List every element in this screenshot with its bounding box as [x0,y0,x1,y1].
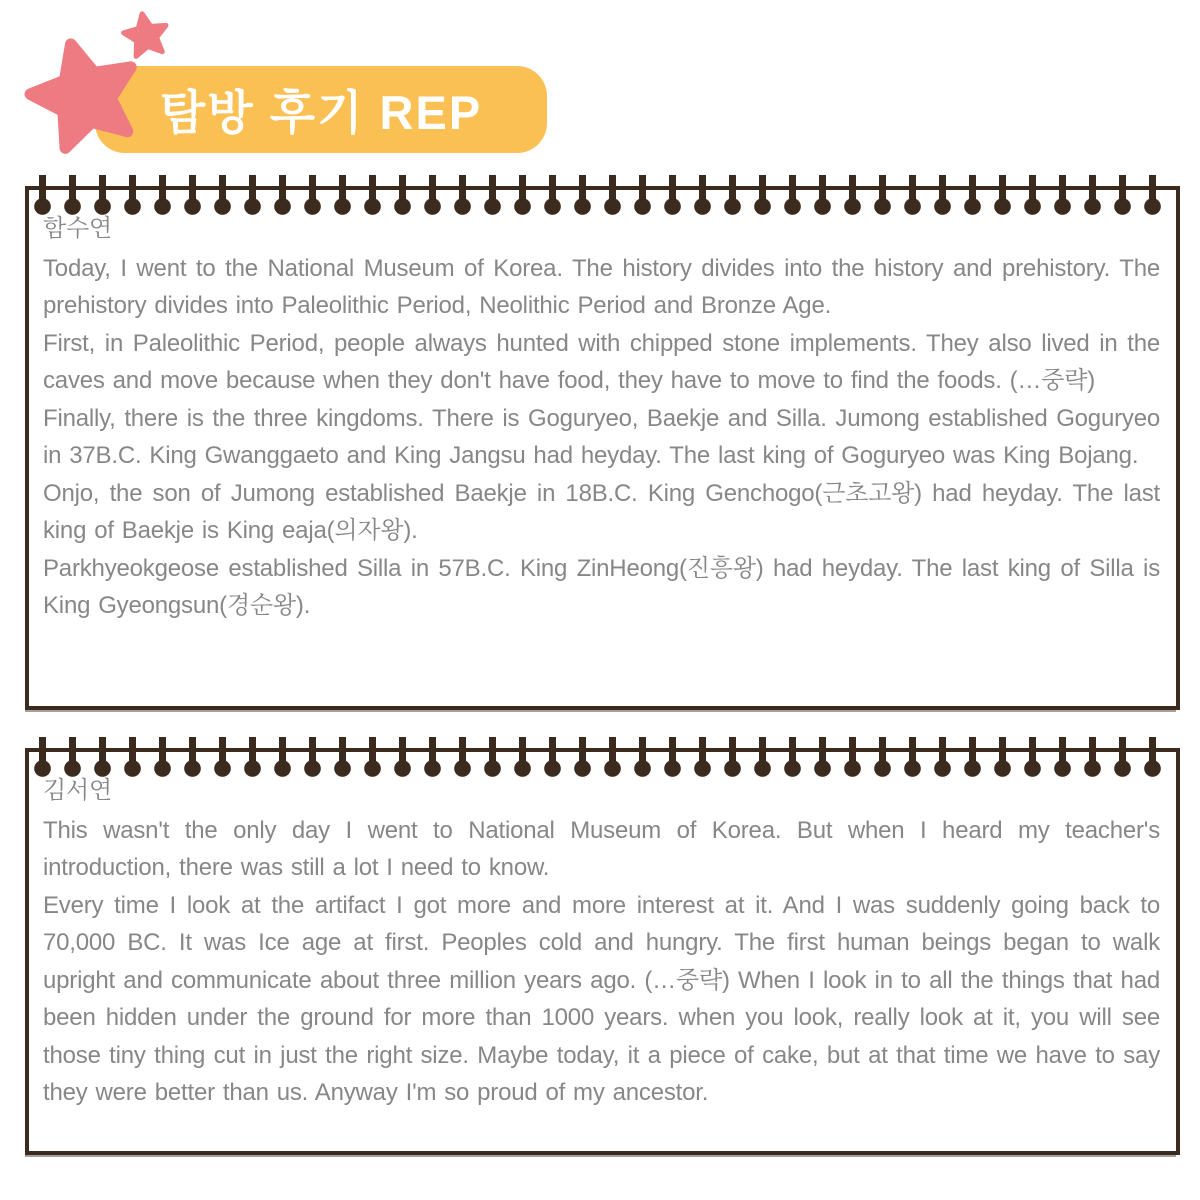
page-title: 탐방 후기 REP [159,86,483,139]
review-paragraph: First, in Paleolithic Period, people always hunted with chipped stone implements. They also lived in the caves and move because when they don't have food, they have to move to find the foods. (…중략) [43,329,1160,394]
review-paragraph: Today, I went to the National Museum of Korea. The history divides into the history and prehistory. The prehistory divides into Paleolithic Period, Neolithic Period and Bronze Age. [43,254,1160,319]
review-paragraph: Finally, there is the three kingdoms. There is Goguryeo, Baekje and Silla. Jumong established Goguryeo in 37B.C. King Gwanggaeto and King Jangsu had heyday. The last king of Goguryeo was King Bojang. [43,404,1160,469]
review-paragraph: Every time I look at the artifact I got more and more interest at it. And I was suddenly going back to 70,000 BC. It was Ice age at first. Peoples cold and hungry. The first human beings began to walk upright and communicate about three million years ago. (…중략) When I look in to all the things that had been hidden under the ground for more than 1000 years. when you look, really look at it, you will see those tiny thing cut in just the right size. Maybe today, it a piece of cake, but at that time we have to say they were better than us. Anyway I'm so proud of my ancestor. [43,891,1160,1106]
review-card-2 [25,748,1180,1155]
review-card-1 [25,186,1180,710]
author-name: 함수연 [43,215,112,242]
review-content-2 [29,752,1176,1112]
review-paragraph: Onjo, the son of Jumong established Baekje in 18B.C. King Genchogo(근초고왕) had heyday. The last king of Baekje is King eaja(의자왕). [43,479,1160,544]
review-content-1 [29,190,1176,625]
star-small-icon [115,5,178,68]
review-paragraph: This wasn't the only day I went to National Museum of Korea. But when I heard my teacher's introduction, there was still a lot I need to know. [43,816,1160,881]
author-name: 김서연 [43,777,112,804]
review-paragraph: Parkhyeokgeose established Silla in 57B.C. King ZinHeong(진흥왕) had heyday. The last king of Silla is King Gyeongsun(경순왕). [43,554,1160,619]
